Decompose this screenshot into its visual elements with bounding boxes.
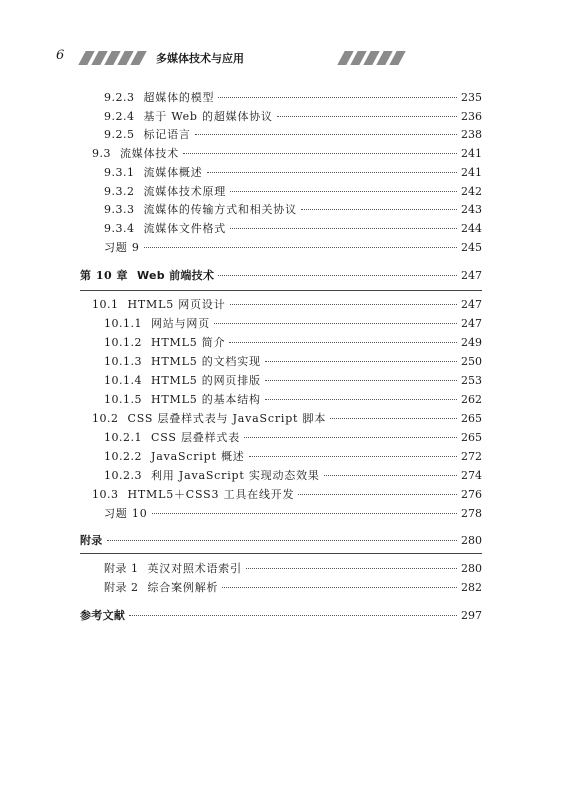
toc-entry xyxy=(104,127,482,142)
toc-entry-number: 10.1 xyxy=(92,298,119,311)
toc-entry-number: 9.3.1 xyxy=(104,165,135,179)
dot-leader xyxy=(277,116,457,117)
toc-page-number: 247 xyxy=(461,317,482,330)
toc-chapter-title: Web 前端技术 xyxy=(136,269,215,282)
dot-leader xyxy=(144,247,457,248)
dot-leader xyxy=(246,568,457,569)
dot-leader xyxy=(265,361,457,362)
toc-entry-title: 习题 9 xyxy=(104,240,140,254)
toc-page-number: 280 xyxy=(461,534,482,547)
dot-leader xyxy=(222,587,457,588)
toc-entry-title: 流媒体概述 xyxy=(143,165,203,179)
toc-page-number: 280 xyxy=(461,562,482,575)
toc-entry xyxy=(104,373,482,388)
toc-page-number: 243 xyxy=(461,203,482,217)
toc-page-number: 253 xyxy=(461,374,482,387)
toc-entry-number: 10.1.3 xyxy=(104,355,142,368)
toc-entry xyxy=(104,202,482,217)
toc-entry-number: 9.2.3 xyxy=(104,91,135,104)
dot-leader xyxy=(265,399,457,400)
toc-entry-title: HTML5 网页设计 xyxy=(127,298,226,311)
toc-entry xyxy=(104,392,482,407)
toc-entry xyxy=(104,430,482,445)
header-stripes-left xyxy=(82,51,143,65)
toc-chapter-number: 第 10 章 xyxy=(80,269,128,282)
toc-page-number: 265 xyxy=(461,431,482,444)
toc-page-number: 241 xyxy=(461,165,482,179)
toc-entry xyxy=(104,580,482,595)
toc-entry xyxy=(104,561,482,576)
toc-entry-number: 9.3.3 xyxy=(104,203,135,217)
toc-page-number: 235 xyxy=(461,91,482,104)
dot-leader xyxy=(152,513,458,514)
dot-leader xyxy=(218,275,457,276)
toc-entry-title: 标记语言 xyxy=(143,128,191,142)
toc-page-number: 276 xyxy=(461,488,482,501)
toc-entry-title: HTML5 的文档实现 xyxy=(151,355,261,368)
dot-leader xyxy=(230,304,458,305)
toc-page-number: 247 xyxy=(461,269,482,282)
dot-leader xyxy=(183,153,457,154)
toc-entry-title: 超媒体的模型 xyxy=(143,91,215,104)
toc-entry-title: 流媒体技术 xyxy=(120,147,179,161)
toc-entry xyxy=(104,468,482,483)
dot-leader xyxy=(324,475,457,476)
toc-entry xyxy=(92,487,482,502)
toc-entry xyxy=(104,165,482,180)
toc-entry xyxy=(92,146,482,161)
toc-page-number: 245 xyxy=(461,240,482,254)
toc-page-number: 297 xyxy=(461,609,482,622)
toc-entry-number: 附录 2 xyxy=(104,581,139,594)
toc-entry xyxy=(92,297,482,312)
toc-page-number: 236 xyxy=(461,109,482,123)
toc-page-number: 274 xyxy=(461,469,482,482)
dot-leader xyxy=(249,456,457,457)
toc-entry xyxy=(104,184,482,199)
appendix-divider xyxy=(80,553,482,554)
toc-page-number: 241 xyxy=(461,147,482,161)
dot-leader xyxy=(195,134,457,135)
toc-page-number: 238 xyxy=(461,128,482,142)
toc-entry-number: 10.1.2 xyxy=(104,336,142,349)
toc-page-number: 262 xyxy=(461,393,482,406)
dot-leader xyxy=(129,615,457,616)
toc-entry-title: HTML5 简介 xyxy=(151,336,226,349)
chapter-divider xyxy=(80,290,482,291)
toc-entry-title: HTML5 的网页排版 xyxy=(151,374,261,387)
toc-page-number: 250 xyxy=(461,355,482,368)
toc-entry-number: 9.3.4 xyxy=(104,221,135,235)
toc-entry xyxy=(104,335,482,350)
toc-entry-title: HTML5＋CSS3 工具在线开发 xyxy=(127,488,295,501)
toc-entry xyxy=(104,109,482,124)
toc-entry-number: 9.2.5 xyxy=(104,128,135,142)
toc-references-title: 参考文献 xyxy=(80,609,126,622)
dot-leader xyxy=(214,323,457,324)
toc-entry-number: 10.1.1 xyxy=(104,317,142,330)
toc-entry xyxy=(104,354,482,369)
toc-entry-title: HTML5 的基本结构 xyxy=(151,393,261,406)
toc-appendix xyxy=(80,533,482,548)
toc-entry-number: 10.2.1 xyxy=(104,431,142,444)
toc-entry-title: 基于 Web 的超媒体协议 xyxy=(143,109,273,123)
dot-leader xyxy=(230,228,457,229)
dot-leader xyxy=(207,172,458,173)
toc-entry-title: 流媒体的传输方式和相关协议 xyxy=(143,203,297,217)
toc-entry-title: 流媒体技术原理 xyxy=(143,184,227,198)
toc-entry-number: 9.3.2 xyxy=(104,184,135,198)
toc-entry-title: 利用 JavaScript 实现动态效果 xyxy=(151,469,320,482)
toc-entry xyxy=(104,240,482,255)
book-title: 多媒体技术与应用 xyxy=(156,52,244,65)
header-stripes-right xyxy=(341,51,402,65)
toc-page-number: 265 xyxy=(461,412,482,425)
toc-entry xyxy=(104,90,482,105)
toc-appendix-title: 附录 xyxy=(80,534,103,547)
toc-chapter-10 xyxy=(80,268,482,283)
dot-leader xyxy=(265,380,457,381)
toc-entry-number: 附录 1 xyxy=(104,562,139,575)
toc-entry-title: CSS 层叠样式表 xyxy=(151,431,240,444)
toc-entry-title: 流媒体文件格式 xyxy=(143,221,227,235)
toc-references xyxy=(80,608,482,623)
toc-entry-title: JavaScript 概述 xyxy=(151,450,245,463)
page-number: 6 xyxy=(56,48,65,63)
toc-entry xyxy=(104,449,482,464)
dot-leader xyxy=(218,97,457,98)
toc-page-number: 278 xyxy=(461,507,482,520)
toc-entry xyxy=(104,316,482,331)
toc-page-number: 244 xyxy=(461,221,482,235)
toc-page-number: 242 xyxy=(461,184,482,198)
dot-leader xyxy=(298,494,457,495)
toc-entry xyxy=(104,221,482,236)
toc-page-number: 247 xyxy=(461,298,482,311)
toc-entry-number: 10.1.4 xyxy=(104,374,142,387)
toc-entry-number: 9.3 xyxy=(92,147,111,161)
toc-entry-number: 10.2.2 xyxy=(104,450,142,463)
toc-entry-number: 9.2.4 xyxy=(104,109,135,123)
toc-entry-number: 10.1.5 xyxy=(104,393,142,406)
toc-entry-title: 网站与网页 xyxy=(151,317,210,330)
toc-entry-title: 综合案例解析 xyxy=(147,581,219,594)
toc-entry-number: 10.2.3 xyxy=(104,469,142,482)
toc-entry-number: 10.3 xyxy=(92,488,119,501)
dot-leader xyxy=(301,209,457,210)
dot-leader xyxy=(244,437,457,438)
toc-entry xyxy=(92,411,482,426)
toc-page-number: 282 xyxy=(461,581,482,594)
toc-page-number: 272 xyxy=(461,450,482,463)
toc-entry xyxy=(104,506,482,521)
toc-entry-title: CSS 层叠样式表与 JavaScript 脚本 xyxy=(127,412,327,425)
toc-entry-title: 习题 10 xyxy=(104,507,148,520)
toc-page-number: 249 xyxy=(461,336,482,349)
toc-entry-number: 10.2 xyxy=(92,412,119,425)
dot-leader xyxy=(107,540,457,541)
dot-leader xyxy=(230,191,457,192)
dot-leader xyxy=(229,342,457,343)
toc-entry-title: 英汉对照术语索引 xyxy=(147,562,242,575)
dot-leader xyxy=(330,418,457,419)
